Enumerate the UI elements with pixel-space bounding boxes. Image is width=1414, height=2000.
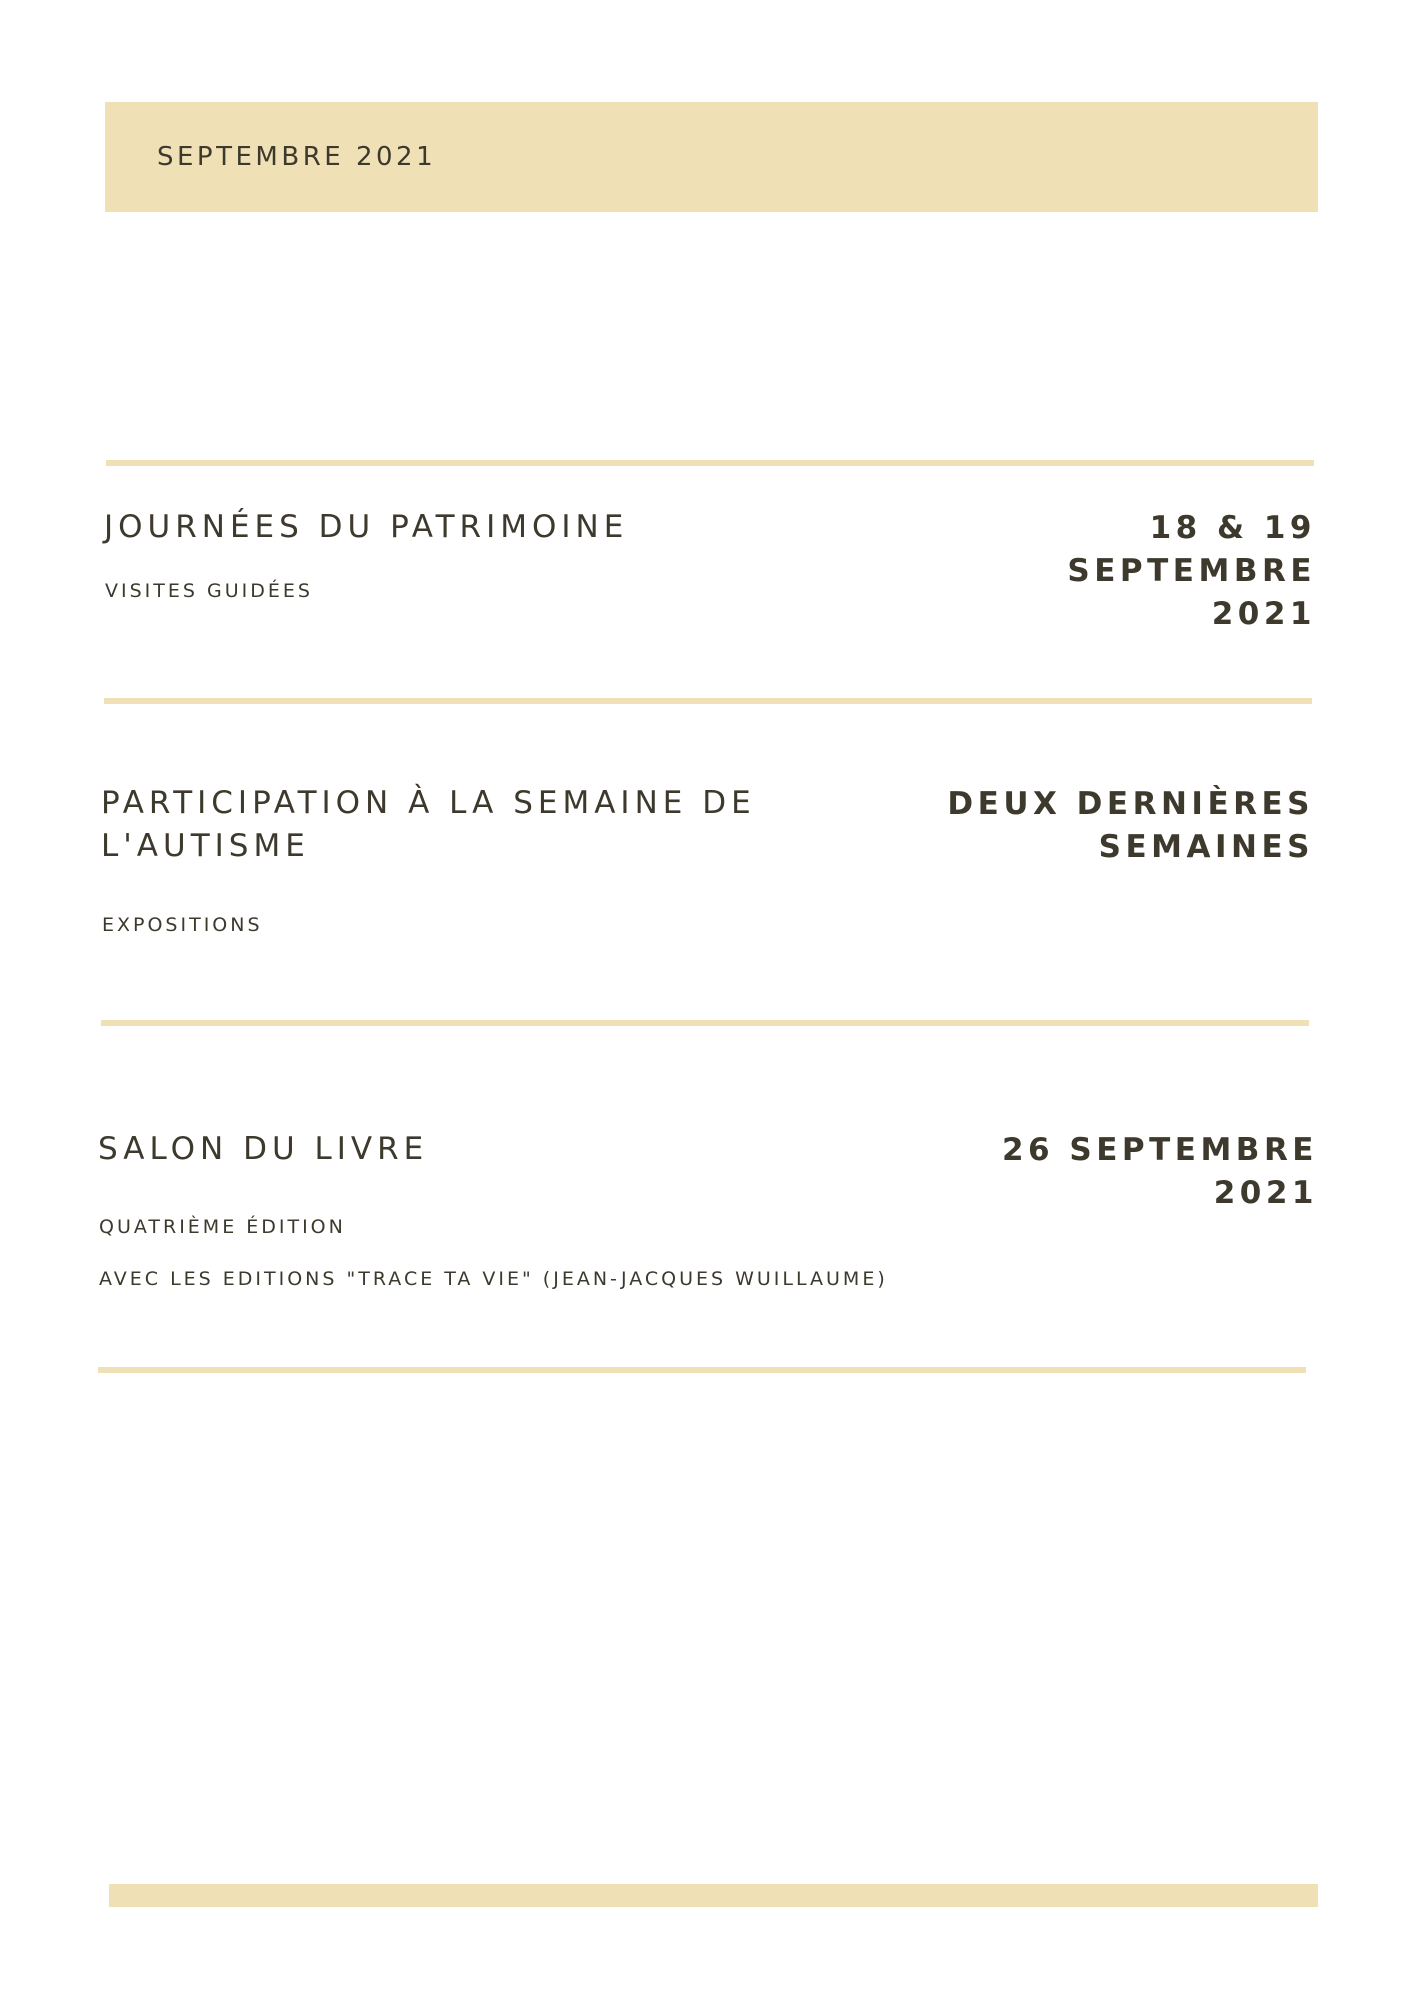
event-date-line2: SEMAINES: [1098, 829, 1314, 865]
event-subtitle-edition: QUATRIÈME ÉDITION: [99, 1216, 346, 1238]
event-title-patrimoine: JOURNÉES DU PATRIMOINE: [104, 509, 629, 545]
header-band: [105, 102, 1318, 212]
event-date-patrimoine: [896, 507, 1316, 636]
divider-2: [101, 1020, 1309, 1026]
event-title-salon: SALON DU LIVRE: [98, 1131, 429, 1167]
header-title: SEPTEMBRE 2021: [157, 142, 437, 172]
divider-top: [106, 460, 1314, 466]
footer-band: [109, 1884, 1318, 1907]
event-date-line1: DEUX DERNIÈRES: [947, 786, 1314, 822]
divider-bottom: [98, 1367, 1306, 1373]
event-date-autisme: [894, 783, 1314, 869]
event-subtitle-visites: VISITES GUIDÉES: [105, 580, 313, 602]
event-title-autisme: [101, 782, 801, 868]
event-date-line2: 2021: [1211, 596, 1316, 632]
event-title-line2: L'AUTISME: [101, 828, 310, 864]
divider-1: [104, 698, 1312, 704]
event-subtitle-expositions: EXPOSITIONS: [102, 914, 263, 936]
event-subtitle-editions-trace: AVEC LES EDITIONS "TRACE TA VIE" (JEAN-JACQUES WUILLAUME): [99, 1268, 888, 1290]
event-date-line1: 26 SEPTEMBRE: [1001, 1132, 1318, 1168]
event-title-line1: PARTICIPATION À LA SEMAINE DE: [101, 785, 756, 821]
event-date-salon: [898, 1129, 1318, 1215]
event-date-line2: 2021: [1213, 1175, 1318, 1211]
event-date-line1: 18 & 19 SEPTEMBRE: [1067, 510, 1316, 589]
